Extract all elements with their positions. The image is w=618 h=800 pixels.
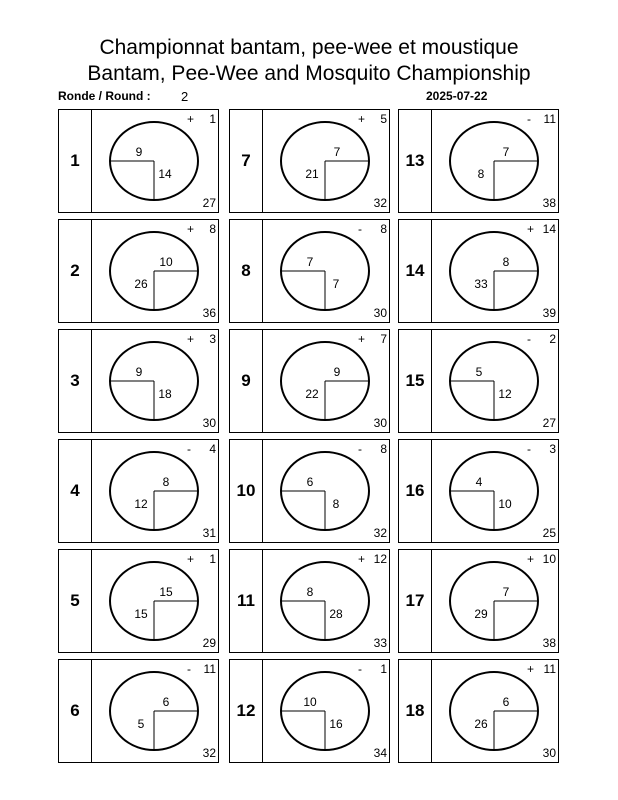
hole-number: 4 <box>70 481 80 500</box>
hole-number: 17 <box>405 591 425 610</box>
par-value: 1 <box>380 662 387 676</box>
top-score: 10 <box>159 255 173 269</box>
par-value: 8 <box>209 222 216 236</box>
total-score: 30 <box>542 746 556 760</box>
bottom-score: 12 <box>498 387 512 401</box>
score-card <box>229 329 390 433</box>
bottom-score: 12 <box>134 497 148 511</box>
total-score: 38 <box>542 636 556 650</box>
bottom-score: 26 <box>134 277 148 291</box>
par-sign: + <box>527 662 535 676</box>
bottom-score: 14 <box>158 167 172 181</box>
par-sign: - <box>358 442 362 456</box>
top-score: 8 <box>162 475 170 489</box>
total-score: 31 <box>202 526 216 540</box>
bottom-score: 33 <box>474 277 488 291</box>
hole-number: 5 <box>70 591 80 610</box>
score-circle <box>59 660 218 762</box>
top-score: 7 <box>502 145 510 159</box>
par-sign: + <box>358 552 366 566</box>
par-value: 1 <box>209 552 216 566</box>
score-card <box>398 329 559 433</box>
hole-number: 11 <box>237 591 255 610</box>
top-score: 5 <box>475 365 483 379</box>
total-score: 36 <box>202 306 216 320</box>
score-card <box>58 439 219 543</box>
bottom-score: 10 <box>498 497 512 511</box>
par-sign: + <box>187 332 195 346</box>
total-score: 32 <box>373 526 387 540</box>
hole-number: 14 <box>405 261 425 280</box>
score-circle <box>230 660 389 762</box>
total-score: 39 <box>542 306 556 320</box>
score-card <box>229 659 390 763</box>
par-sign: + <box>527 552 535 566</box>
score-circle <box>230 220 389 322</box>
total-score: 29 <box>202 636 216 650</box>
score-card <box>58 549 219 653</box>
total-score: 32 <box>373 196 387 210</box>
par-value: 11 <box>543 112 556 126</box>
score-card <box>398 659 559 763</box>
bottom-score: 22 <box>305 387 319 401</box>
score-circle <box>59 330 218 432</box>
par-sign: + <box>187 552 195 566</box>
score-card <box>229 109 390 213</box>
total-score: 38 <box>542 196 556 210</box>
score-card <box>58 659 219 763</box>
par-value: 12 <box>373 552 387 566</box>
hole-number: 8 <box>241 261 251 280</box>
par-value: 14 <box>542 222 556 236</box>
score-card <box>398 109 559 213</box>
top-score: 7 <box>306 255 314 269</box>
par-value: 3 <box>209 332 216 346</box>
score-circle <box>59 550 218 652</box>
par-value: 4 <box>209 442 216 456</box>
top-score: 7 <box>333 145 341 159</box>
score-circle <box>230 330 389 432</box>
top-score: 10 <box>303 695 317 709</box>
hole-number: 16 <box>405 481 425 500</box>
par-sign: - <box>527 112 531 126</box>
par-value: 3 <box>549 442 556 456</box>
score-card <box>58 109 219 213</box>
top-score: 7 <box>502 585 510 599</box>
total-score: 34 <box>373 746 387 760</box>
par-sign: + <box>187 112 195 126</box>
score-circle <box>399 440 558 542</box>
hole-number: 6 <box>70 701 80 720</box>
hole-number: 3 <box>70 371 80 390</box>
total-score: 27 <box>202 196 216 210</box>
par-sign: + <box>187 222 195 236</box>
total-score: 25 <box>542 526 556 540</box>
par-sign: - <box>187 662 191 676</box>
score-card <box>58 219 219 323</box>
top-score: 15 <box>159 585 173 599</box>
score-circle <box>399 110 558 212</box>
score-circle <box>59 110 218 212</box>
bottom-score: 5 <box>137 717 145 731</box>
hole-number: 15 <box>405 371 425 390</box>
score-circle <box>230 550 389 652</box>
bottom-score: 21 <box>305 167 319 181</box>
par-sign: - <box>527 332 531 346</box>
par-value: 7 <box>380 332 387 346</box>
score-card <box>398 219 559 323</box>
score-card <box>229 549 390 653</box>
total-score: 27 <box>542 416 556 430</box>
top-score: 6 <box>162 695 170 709</box>
bottom-score: 18 <box>158 387 172 401</box>
title-english: Bantam, Pee-Wee and Mosquito Championship <box>87 62 531 85</box>
score-circle <box>399 660 558 762</box>
round-value: 2 <box>181 89 189 104</box>
score-circle <box>399 550 558 652</box>
par-value: 11 <box>203 662 216 676</box>
score-card <box>398 439 559 543</box>
par-value: 8 <box>380 442 387 456</box>
par-sign: + <box>358 112 366 126</box>
score-circle <box>399 330 558 432</box>
par-sign: - <box>358 662 362 676</box>
bottom-score: 8 <box>477 167 485 181</box>
score-circle <box>230 440 389 542</box>
hole-number: 13 <box>405 151 425 170</box>
top-score: 8 <box>502 255 510 269</box>
hole-number: 7 <box>241 151 251 170</box>
title-french: Championnat bantam, pee-wee et moustique <box>99 36 519 59</box>
par-sign: - <box>527 442 531 456</box>
par-value: 8 <box>380 222 387 236</box>
top-score: 4 <box>475 475 483 489</box>
bottom-score: 16 <box>329 717 343 731</box>
par-value: 2 <box>549 332 556 346</box>
bottom-score: 28 <box>329 607 343 621</box>
top-score: 6 <box>306 475 314 489</box>
bottom-score: 26 <box>474 717 488 731</box>
score-circle <box>59 440 218 542</box>
bottom-score: 8 <box>332 497 340 511</box>
total-score: 30 <box>202 416 216 430</box>
top-score: 9 <box>333 365 341 379</box>
par-value: 5 <box>380 112 387 126</box>
hole-number: 18 <box>405 701 425 720</box>
score-circle <box>230 110 389 212</box>
total-score: 30 <box>373 416 387 430</box>
score-card <box>398 549 559 653</box>
date: 2025-07-22 <box>426 89 488 103</box>
bottom-score: 29 <box>474 607 488 621</box>
top-score: 9 <box>135 365 143 379</box>
par-sign: + <box>527 222 535 236</box>
round-label: Ronde / Round : <box>58 89 151 103</box>
score-card <box>58 329 219 433</box>
score-card <box>229 439 390 543</box>
hole-number: 9 <box>241 371 251 390</box>
hole-number: 12 <box>236 701 256 720</box>
top-score: 8 <box>306 585 314 599</box>
hole-number: 10 <box>236 481 256 500</box>
par-value: 1 <box>209 112 216 126</box>
score-circle <box>59 220 218 322</box>
hole-number: 2 <box>70 261 80 280</box>
par-sign: - <box>187 442 191 456</box>
score-card <box>229 219 390 323</box>
top-score: 9 <box>135 145 143 159</box>
top-score: 6 <box>502 695 510 709</box>
total-score: 32 <box>202 746 216 760</box>
par-sign: + <box>358 332 366 346</box>
hole-number: 1 <box>70 151 80 170</box>
bottom-score: 7 <box>332 277 340 291</box>
par-value: 11 <box>543 662 556 676</box>
score-circle <box>399 220 558 322</box>
total-score: 30 <box>373 306 387 320</box>
total-score: 33 <box>373 636 387 650</box>
par-sign: - <box>358 222 362 236</box>
bottom-score: 15 <box>134 607 148 621</box>
par-value: 10 <box>542 552 556 566</box>
